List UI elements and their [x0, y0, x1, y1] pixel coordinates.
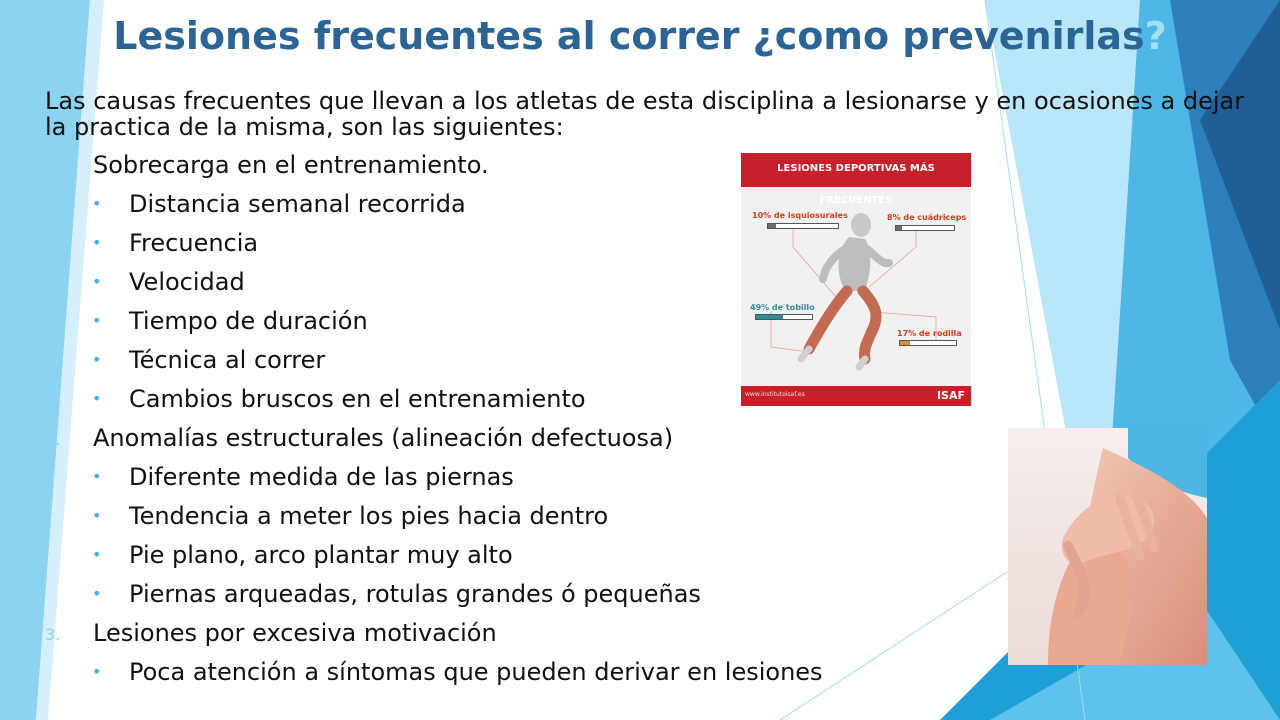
- sub-item-label: Técnica al correr: [129, 346, 326, 374]
- item-label: Anomalías estructurales (alineación defectuosa): [93, 424, 674, 452]
- bullet-icon: •: [92, 545, 102, 564]
- sub-item-label: Cambios bruscos en el entrenamiento: [129, 385, 586, 413]
- label-rodilla: 17% de rodilla: [897, 329, 962, 338]
- bullet-icon: •: [92, 467, 102, 486]
- infographic-footer: [741, 386, 971, 406]
- bar-tobillo: [755, 314, 813, 320]
- label-isquiosurales: 10% de isquiosurales: [752, 211, 848, 220]
- item-label: Sobrecarga en el entrenamiento.: [93, 151, 489, 179]
- bullet-icon: •: [92, 350, 102, 369]
- title-question-mark: ?: [1144, 14, 1167, 58]
- bullet-icon: •: [92, 194, 102, 213]
- label-tobillo: 49% de tobillo: [750, 303, 815, 312]
- bullet-icon: •: [92, 272, 102, 291]
- sub-item-label: Pie plano, arco plantar muy alto: [129, 541, 513, 569]
- sub-item-label: Diferente medida de las piernas: [129, 463, 514, 491]
- bullet-icon: •: [92, 506, 102, 525]
- item-number: 3.: [45, 625, 61, 644]
- footer-brand: ISAF: [936, 389, 965, 402]
- bullet-icon: •: [92, 662, 102, 681]
- injury-infographic: [741, 153, 971, 406]
- sub-item-label: Tiempo de duración: [129, 307, 368, 335]
- item-label: Lesiones por excesiva motivación: [93, 619, 497, 647]
- fill-cuadriceps: [896, 226, 902, 230]
- knee-hands-illustration: [1008, 428, 1207, 665]
- knee-pain-photo: [1008, 428, 1207, 665]
- intro-paragraph: Las causas frecuentes que llevan a los atletas de esta disciplina a lesionarse y en ocasiones a dejar la practica de la misma, son las siguientes:: [45, 87, 1245, 141]
- fill-isquiosurales: [768, 224, 776, 228]
- sub-item-label: Distancia semanal recorrida: [129, 190, 466, 218]
- bullet-icon: •: [92, 584, 102, 603]
- sub-item-label: Poca atención a síntomas que pueden derivar en lesiones: [129, 658, 823, 686]
- bar-cuadriceps: [895, 225, 955, 231]
- footer-url: www.institutoisaf.es: [745, 391, 805, 398]
- bullet-icon: •: [92, 233, 102, 252]
- fill-rodilla: [900, 341, 910, 345]
- item-number: 1.: [45, 157, 61, 176]
- bullet-icon: •: [92, 389, 102, 408]
- bar-isquiosurales: [767, 223, 839, 229]
- sub-item-label: Tendencia a meter los pies hacia dentro: [129, 502, 609, 530]
- bar-rodilla: [899, 340, 957, 346]
- infographic-header: LESIONES DEPORTIVAS MÁS FRECUENTES: [741, 153, 971, 187]
- sub-item-label: Piernas arqueadas, rotulas grandes ó pequeñas: [129, 580, 701, 608]
- slide-title: [0, 14, 1280, 58]
- fill-tobillo: [756, 315, 783, 319]
- sub-item-label: Velocidad: [129, 268, 245, 296]
- sub-item-label: Frecuencia: [129, 229, 259, 257]
- bullet-icon: •: [92, 311, 102, 330]
- title-text: Lesiones frecuentes al correr ¿como prevenirlas: [113, 14, 1145, 58]
- item-number: 2.: [45, 430, 61, 449]
- label-cuadriceps: 8% de cuádriceps: [887, 213, 967, 222]
